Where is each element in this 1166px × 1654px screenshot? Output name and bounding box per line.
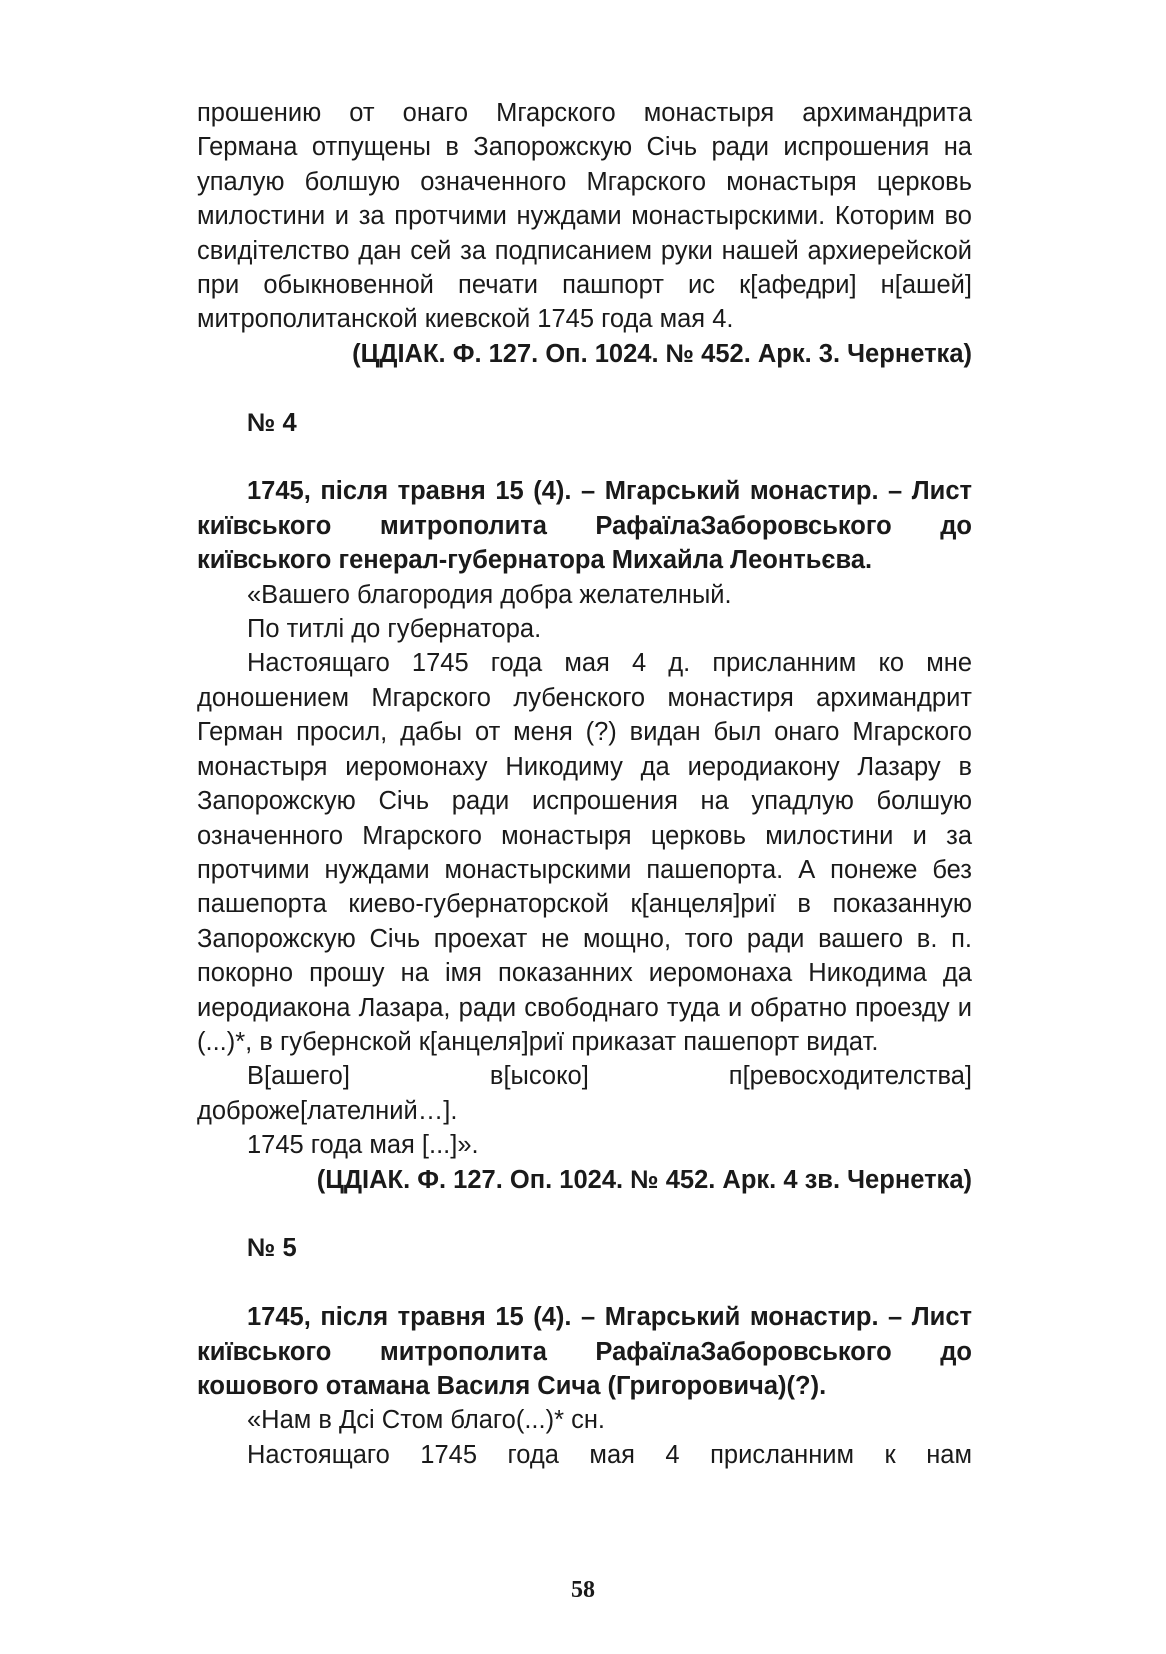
document-5-salutation: «Нам в Дсі Стом благо(...)* сн. (247, 1406, 606, 1435)
document-3-tail-paragraph: прошению от онаго Мгарского монастыря архимандрита Германа отпущены в Запорожскую Січь ради испрошения на упалую болшую означенного Мгарского монастыря церковь милостини и за протчими нуждами монастырскими. Которим во свидітелство дан сей за подписанием руки нашей архиерейской при обыкновенной печати пашпорт ис к[афедри] н[ашей] митрополитанской киевской 1745 года мая 4. (197, 99, 972, 334)
document-5-heading: 1745, після травня 15 (4). – Мгарський монастир. – Лист київського митрополита РафаїлаЗаборовського до кошового отамана Василя Сича (Григоровича)(?). (197, 1303, 972, 1400)
spacer (197, 440, 972, 474)
spacer (197, 1197, 972, 1231)
document-4-date: 1745 года мая [...]». (247, 1131, 479, 1160)
spacer (197, 1266, 972, 1300)
document-4-closing-continuation: доброже[лателний…]. (197, 1096, 458, 1125)
document-4-body-paragraph: Настоящаго 1745 года мая 4 д. присланним ко мне доношением Мгарского лубенского монастиря архимандрит Герман просил, дабы от меня (?) видан был онаго Мгарского монастыря иеромонаху Никодиму да иеродиакону Лазару в Запорожскую Січь ради испрошения на упадлую болшую означенного Мгарского монастыря церковь милостини и за протчими нуждами монастырскими пашепорта. А понеже без пашепорта киево-губернаторской к[анцеля]риї в показанную Запорожскую Січь проехат не мощно, того ради вашего в. п. покорно прошу на імя показанних иеромонаха Никодима да иеродиакона Лазара, ради свободнаго туда и обратно проезду и (...)*, в губернской к[анцеля]риї приказат пашепорт видат. (197, 649, 972, 1056)
document-3-archive-reference: (ЦДІАК. Ф. 127. Оп. 1024. № 452. Арк. 3. Чернетка) (352, 339, 972, 368)
document-4-title-note: По титлі до губернатора. (247, 615, 542, 644)
document-page (197, 96, 972, 1472)
page-number: 58 (571, 1577, 595, 1603)
document-5-body-start: Настоящаго 1745 года мая 4 присланним к нам (247, 1440, 972, 1469)
document-4-heading: 1745, після травня 15 (4). – Мгарський монастир. – Лист київського митрополита РафаїлаЗаборовського до київського генерал-губернатора Михайла Леонтьєва. (197, 477, 972, 575)
spacer (197, 371, 972, 405)
document-4-closing-line: В[ашего] в[ысоко] п[ревосходителства] (247, 1062, 972, 1091)
document-4-archive-reference: (ЦДІАК. Ф. 127. Оп. 1024. № 452. Арк. 4 зв. Чернетка) (316, 1165, 972, 1194)
document-4-number: № 4 (247, 408, 297, 437)
document-4-salutation: «Вашего благородия добра желателный. (247, 580, 732, 609)
document-5-number: № 5 (247, 1234, 297, 1263)
